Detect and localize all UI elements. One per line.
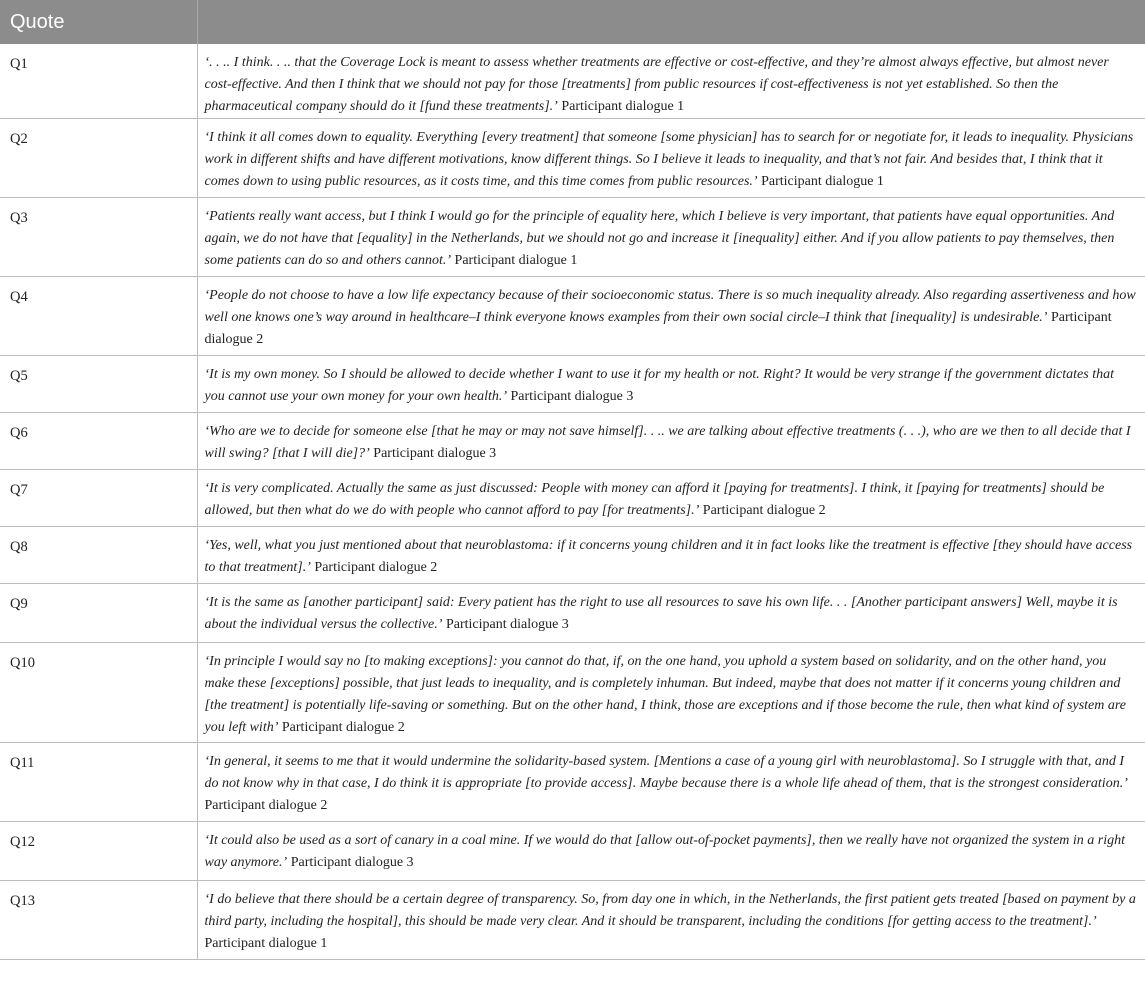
quote-source: Participant dialogue 1 xyxy=(561,99,685,114)
table-row xyxy=(0,822,1145,881)
quote-text: ‘. . .. I think. . .. that the Coverage Lock is meant to assess whether treatments are effective or cost-effective, and they’re almost always effective, but almost never cost-effective. And then I think that we should not pay for those [treatments] from public resources if cost-effectiveness is not yet established. So then the pharmaceutical company should do it [fund these treatments].’ xyxy=(204,55,1109,114)
quote-cell xyxy=(197,881,1145,960)
quote-cell xyxy=(197,527,1145,584)
table-row xyxy=(0,643,1145,743)
table-row xyxy=(0,743,1145,822)
quote-text: ‘It is very complicated. Actually the same as just discussed: People with money can afford it [paying for treatments]. I think, it [paying for treatments] should be allowed, but then what do we do with people who cannot afford to pay [for treatments].’ xyxy=(204,481,1105,518)
quote-cell xyxy=(197,198,1145,277)
quote-text: ‘I think it all comes down to equality. Everything [every treatment] that someone [some physician] has to search for or negotiate for, it leads to inequality. Physicians work in different shifts and have different motivations, know different things. So I believe it leads to inequality, and that’s not fair. And besides that, I think that it comes down to using public resources, as it costs time, and this time comes from public resources.’ xyxy=(204,130,1134,189)
quote-text: ‘Who are we to decide for someone else [that he may or may not save himself]. . .. we are talking about effective treatments (. . .), who are we then to all decide that I will swing? [that I will die]?’ xyxy=(204,424,1131,461)
quote-id: Q10 xyxy=(0,643,197,743)
quote-cell xyxy=(197,119,1145,198)
quote-cell xyxy=(197,413,1145,470)
quote-id: Q5 xyxy=(0,356,197,413)
quote-source: Participant dialogue 1 xyxy=(761,174,884,189)
quote-cell xyxy=(197,822,1145,881)
quote-text: ‘It could also be used as a sort of canary in a coal mine. If we would do that [allow out-of-pocket payments], then we really have not organized the system in a right way anymore.’ xyxy=(204,833,1126,870)
table-row xyxy=(0,119,1145,198)
quote-source: Participant dialogue 3 xyxy=(373,446,497,461)
quote-id: Q4 xyxy=(0,277,197,356)
quote-id: Q13 xyxy=(0,881,197,960)
quote-id: Q11 xyxy=(0,743,197,822)
quote-source: Participant dialogue 3 xyxy=(445,617,569,632)
quote-source: Participant dialogue 2 xyxy=(204,798,328,813)
table-row xyxy=(0,881,1145,960)
quote-id: Q3 xyxy=(0,198,197,277)
header-row xyxy=(0,0,1145,44)
header-text xyxy=(197,0,1145,44)
quote-text: ‘Yes, well, what you just mentioned about that neuroblastoma: if it concerns young children and it in fact looks like the treatment is effective [they should have access to that treatment].’ xyxy=(204,538,1133,575)
quote-text: ‘People do not choose to have a low life expectancy because of their socioeconomic status. There is so much inequality already. Also regarding assertiveness and how well one knows one’s way around in healthcare–I think everyone knows examples from their own social circle–I think that [inequality] is undesirable.’ xyxy=(204,288,1136,325)
quote-text: ‘In general, it seems to me that it would undermine the solidarity-based system. [Mentions a case of a young girl with neuroblastoma]. So I struggle with that, and I do not know why in that case, I do think it is appropriate [to provide access]. Maybe because there is a whole life ahead of them, that is the strongest consideration.’ xyxy=(204,754,1128,791)
table-row xyxy=(0,198,1145,277)
table-row xyxy=(0,527,1145,584)
quote-id: Q6 xyxy=(0,413,197,470)
quote-cell xyxy=(197,470,1145,527)
quote-cell xyxy=(197,584,1145,643)
quote-cell xyxy=(197,277,1145,356)
table-row xyxy=(0,44,1145,119)
quote-text: ‘Patients really want access, but I think I would go for the principle of equality here, which I believe is very important, that patients have equal opportunities. And again, we do not have that [equality] in the Netherlands, but we should not go and increase it [inequality] either. And if you allow patients to pay themselves, then some patients can do so and others cannot.’ xyxy=(204,209,1115,268)
quote-text: ‘In principle I would say no [to making exceptions]: you cannot do that, if, on the one hand, you uphold a system based on solidarity, and on the other hand, you make these [exceptions] possible, that just leads to inequality, and is completely inhuman. But indeed, maybe that does not matter if it concerns young children and [the treatment] is potentially life-saving or something. But on the other hand, I think, those are exceptions and if those become the rule, then what kind of system are you left with’ xyxy=(204,654,1127,735)
quote-source: Participant dialogue 2 xyxy=(281,720,405,735)
header-quote: Quote xyxy=(0,0,197,44)
quote-source: Participant dialogue 1 xyxy=(454,253,578,268)
table-row xyxy=(0,584,1145,643)
table-row xyxy=(0,356,1145,413)
quote-id: Q1 xyxy=(0,44,197,119)
quote-cell xyxy=(197,356,1145,413)
quote-source: Participant dialogue 3 xyxy=(290,855,414,870)
table-row xyxy=(0,277,1145,356)
quote-source: Participant dialogue 1 xyxy=(204,936,328,951)
quote-text: ‘I do believe that there should be a certain degree of transparency. So, from day one in which, in the Netherlands, the first patient gets treated [based on payment by a third party, including the hospital], this should be made very clear. And it should be transparent, including the conditions [for getting access to the treatment].’ xyxy=(204,892,1136,929)
quote-source: Participant dialogue 2 xyxy=(204,310,1112,347)
quote-id: Q9 xyxy=(0,584,197,643)
table-row xyxy=(0,470,1145,527)
quote-source: Participant dialogue 3 xyxy=(510,389,634,404)
quote-source: Participant dialogue 2 xyxy=(702,503,826,518)
quote-cell xyxy=(197,44,1145,119)
quote-id: Q7 xyxy=(0,470,197,527)
quote-id: Q2 xyxy=(0,119,197,198)
quote-source: Participant dialogue 2 xyxy=(314,560,438,575)
quote-text: ‘It is my own money. So I should be allowed to decide whether I want to use it for my health or not. Right? It would be very strange if the government dictates that you cannot use your own money for your own health.’ xyxy=(204,367,1114,404)
quote-cell xyxy=(197,743,1145,822)
quote-id: Q8 xyxy=(0,527,197,584)
table-row xyxy=(0,413,1145,470)
quote-text: ‘It is the same as [another participant] said: Every patient has the right to use all resources to save his own life. . . [Another participant answers] Well, maybe it is about the individual versus the collective.’ xyxy=(204,595,1118,632)
quote-id: Q12 xyxy=(0,822,197,881)
quote-cell xyxy=(197,643,1145,743)
